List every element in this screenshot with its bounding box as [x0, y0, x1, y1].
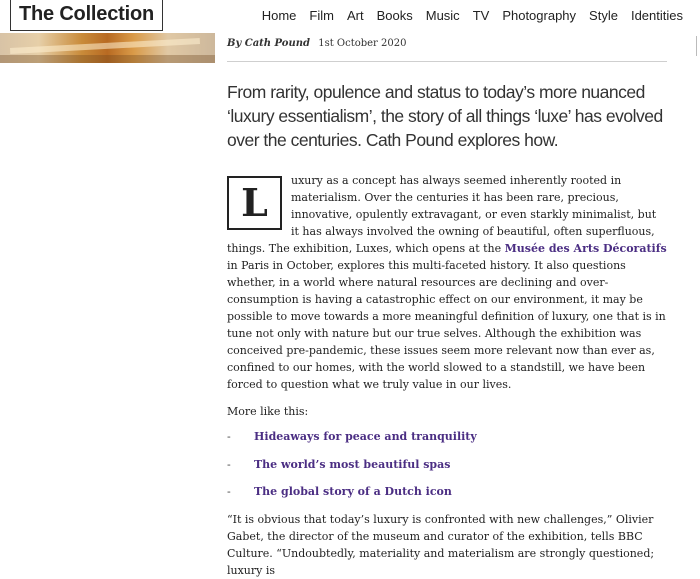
related-links: [227, 428, 667, 511]
site-logo[interactable]: The Collection: [10, 0, 163, 31]
related-item: [227, 428, 667, 456]
nav-item-home[interactable]: Home: [261, 7, 297, 23]
hero-image-shadow: [0, 55, 215, 63]
drop-cap: L: [227, 176, 282, 230]
related-item: [227, 456, 667, 484]
nav-item-photography[interactable]: Photography: [502, 7, 577, 23]
scrollbar[interactable]: [696, 36, 700, 56]
nav-item-music[interactable]: Music: [425, 7, 460, 23]
hero-image: [0, 33, 215, 63]
nav-item-art[interactable]: Art: [346, 7, 364, 23]
lead-text-start: uxury as a concept has always seemed inherently rooted in materialism. Over the centuries it has been rare, precious, innovative, opulently extravagant, or even starkly minimalist, but it has always involved the owning of beautiful, often superfluous, things. The exhibition, Luxes, which opens at the: [227, 174, 657, 255]
related-dash: -: [227, 430, 231, 443]
top-bar: [0, 0, 700, 33]
byline-divider: [227, 61, 667, 62]
nav-item-style[interactable]: Style: [589, 7, 618, 23]
nav-item-film[interactable]: Film: [309, 7, 334, 23]
lead-text-end: in Paris in October, explores this multi-faceted history. It also questions whether, in a world where natural resources are declining and over-consumption is having a catastrophic effect on our environment, it may be possible to move towards a more meaningful definition of luxury, one that is in tune not only with nature but our true selves. Although the exhibition was conceived pre-pandemic, these issues seem more relevant now than ever as, confined to our homes, with the world slowed to a standstill, we have been forced to question what we truly value in our lives.: [227, 259, 666, 391]
lead-paragraph: [227, 172, 667, 393]
musee-link[interactable]: Musée des Arts Décoratifs: [504, 242, 667, 255]
byline: [227, 38, 406, 49]
related-link-hideaways[interactable]: Hideaways for peace and tranquility: [254, 430, 477, 443]
byline-date: 1st October 2020: [318, 38, 407, 49]
quote-paragraph: “It is obvious that today’s luxury is confronted with new challenges,” Olivier Gabet, the director of the museum and curator of the exhibition, tells BBC Culture. “Undoubtedly, materiality and materialism are strongly questioned; luxury is: [227, 512, 655, 577]
nav-item-tv[interactable]: TV: [472, 7, 490, 23]
related-link-spas[interactable]: The world’s most beautiful spas: [254, 457, 451, 471]
related-dash: -: [227, 457, 231, 471]
hero-image-highlight: [10, 38, 200, 54]
related-item: [227, 483, 667, 511]
more-like-this-label: More like this:: [227, 405, 309, 418]
byline-author: By Cath Pound: [227, 38, 311, 49]
main-nav: [262, 0, 683, 30]
standfirst: From rarity, opulence and status to today’s more nuanced ‘luxury essentialism’, the story of all things ‘luxe’ has evolved over the centuries. Cath Pound explores how.: [227, 82, 663, 150]
nav-item-identities[interactable]: Identities: [630, 7, 683, 23]
article-body: [227, 172, 667, 579]
nav-item-books[interactable]: Books: [376, 7, 413, 23]
related-link-dutch-icon[interactable]: The global story of a Dutch icon: [254, 485, 452, 498]
related-dash: -: [227, 485, 231, 498]
